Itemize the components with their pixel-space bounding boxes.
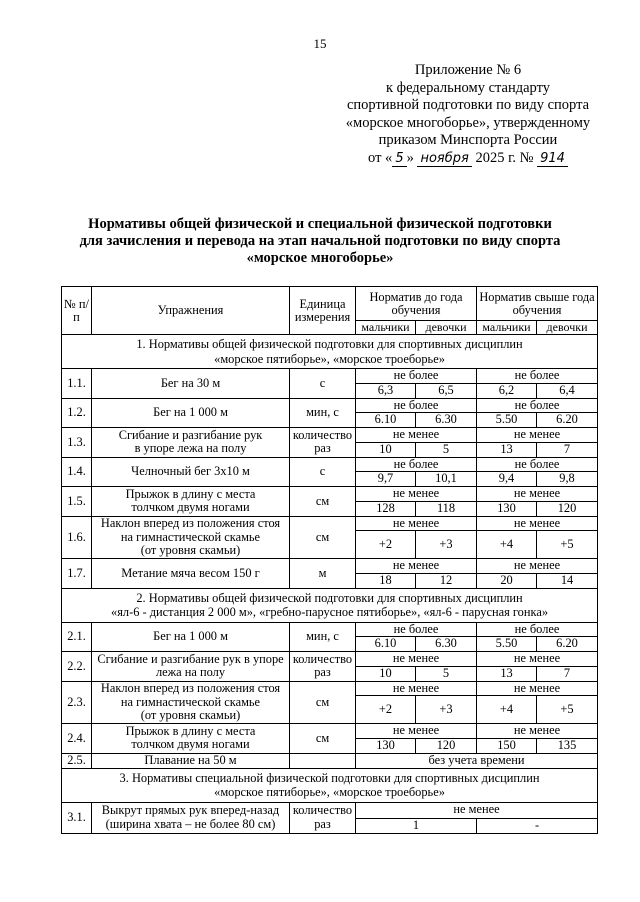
norm-condition: не менее <box>356 428 477 443</box>
norm-value: 120 <box>537 501 598 516</box>
page-number: 15 <box>313 36 327 51</box>
exercise-name <box>92 622 290 652</box>
table-row <box>62 724 598 739</box>
norm-value: 135 <box>537 738 598 753</box>
norm-value: 12 <box>416 573 477 588</box>
row-num: 3.1. <box>62 802 92 833</box>
section-title-line: 2. Нормативы общей физической подготовки для спортивных дисциплин <box>136 590 523 605</box>
norm-condition: не более <box>356 622 477 637</box>
norm-condition: не менее <box>356 724 477 739</box>
cell-line: Метание мяча весом 150 г <box>121 565 260 580</box>
table-row <box>62 398 598 413</box>
norm-value: 120 <box>416 738 477 753</box>
table-row <box>62 335 598 369</box>
cell-line: раз <box>314 441 331 456</box>
handwritten-number: 914 <box>537 152 568 167</box>
norm-condition: не менее <box>356 652 477 667</box>
unit-cell <box>290 369 356 399</box>
norm-value: 18 <box>356 573 416 588</box>
row-num: 2.2. <box>62 652 92 682</box>
norm-value: без учета времени <box>356 753 598 768</box>
cell-line: см <box>315 694 330 709</box>
section-title <box>62 588 598 622</box>
norm-value: 6,2 <box>477 383 537 398</box>
title-line: Нормативы общей физической и специальной физической подготовки <box>88 216 552 232</box>
header-boys: мальчики <box>356 321 416 335</box>
norm-value: +5 <box>537 696 598 724</box>
norm-condition: не менее <box>477 681 598 696</box>
norm-value: 6.20 <box>537 413 598 428</box>
norm-condition: не менее <box>477 487 598 502</box>
row-num: 1.3. <box>62 428 92 458</box>
cell-line: (от уровня скамьи) <box>140 543 241 557</box>
cell-line: толчком двумя ногами <box>131 500 250 515</box>
norm-condition: не менее <box>477 428 598 443</box>
exercise-name <box>92 724 290 754</box>
norm-condition: не менее <box>477 652 598 667</box>
norm-value: +4 <box>477 696 537 724</box>
norm-condition: не более <box>477 622 598 637</box>
exercise-name <box>92 802 290 833</box>
cell-line: (от уровня скамьи) <box>140 708 241 722</box>
norm-value: 6,4 <box>537 383 598 398</box>
table-row <box>62 369 598 384</box>
unit-cell <box>290 681 356 724</box>
norm-condition: не менее <box>356 681 477 696</box>
cell-line: раз <box>314 665 331 680</box>
header-unit: Единица измерения <box>290 287 356 335</box>
norm-value: 10 <box>356 666 416 681</box>
exercise-name <box>92 457 290 487</box>
table-row <box>62 588 598 622</box>
header-norm-over-year: Норматив свыше года обучения <box>477 287 598 321</box>
unit-cell <box>290 802 356 833</box>
table-row <box>62 622 598 637</box>
norm-value: 9,4 <box>477 472 537 487</box>
cell-line: толчком двумя ногами <box>131 737 250 752</box>
date-year: 2025 г. № <box>475 149 534 166</box>
header-num: № п/п <box>62 287 92 335</box>
norm-value: 6,3 <box>356 383 416 398</box>
norms-table <box>61 286 598 834</box>
cell-line: м <box>318 565 327 580</box>
appendix-date-line <box>328 150 608 168</box>
norm-condition: не более <box>477 398 598 413</box>
handwritten-month: ноября <box>417 152 471 167</box>
norm-condition: не менее <box>477 516 598 531</box>
norm-condition: не менее <box>356 559 477 574</box>
norm-condition: не менее <box>356 487 477 502</box>
norm-condition: не более <box>356 369 477 384</box>
header-girls: девочки <box>537 321 598 335</box>
norm-value: 6.10 <box>356 413 416 428</box>
table-row <box>62 428 598 443</box>
norm-value: 150 <box>477 738 537 753</box>
cell-line: на гимнастической скамье <box>120 694 261 709</box>
cell-line: мин, с <box>306 405 339 419</box>
norm-value: 10 <box>356 442 416 457</box>
row-num: 2.1. <box>62 622 92 652</box>
section-title <box>62 768 598 802</box>
norm-condition: не менее <box>356 516 477 531</box>
cell-line: количество <box>292 427 353 442</box>
norm-value: 130 <box>477 501 537 516</box>
norm-value: 6.20 <box>537 637 598 652</box>
norm-value: 5.50 <box>477 413 537 428</box>
table-body <box>62 335 598 834</box>
cell-line: мин, с <box>306 629 339 643</box>
row-num: 1.5. <box>62 487 92 517</box>
norm-condition: не менее <box>477 724 598 739</box>
date-prefix: от « <box>368 149 393 166</box>
title-line: для зачисления и перевода на этап начальной подготовки по виду спорта <box>79 233 561 249</box>
row-num: 1.7. <box>62 559 92 589</box>
norm-value: 20 <box>477 573 537 588</box>
section-title-line: «морское пятиборье», «морское троеборье» <box>214 785 445 799</box>
norm-value: 130 <box>356 738 416 753</box>
exercise-name <box>92 652 290 682</box>
section-title-line: «морское пятиборье», «морское троеборье» <box>214 351 445 366</box>
unit-cell <box>290 457 356 487</box>
row-num: 1.1. <box>62 369 92 399</box>
exercise-name <box>92 369 290 399</box>
table-row <box>62 681 598 696</box>
norm-value: 9,7 <box>356 472 416 487</box>
norm-value: 14 <box>537 573 598 588</box>
row-num: 1.2. <box>62 398 92 428</box>
norm-value: +5 <box>537 531 598 559</box>
row-num: 2.3. <box>62 681 92 724</box>
cell-line: Бег на 1 000 м <box>153 405 228 419</box>
cell-line: лежа на полу <box>155 665 226 680</box>
unit-cell <box>290 753 356 768</box>
cell-line: количество <box>292 803 353 817</box>
cell-line: Челночный бег 3x10 м <box>131 464 250 478</box>
document-title <box>60 216 580 267</box>
unit-cell <box>290 428 356 458</box>
norm-value: 7 <box>537 442 598 457</box>
norm-value: 128 <box>356 501 416 516</box>
cell-line: с <box>319 464 326 478</box>
norm-condition: не менее <box>356 802 598 818</box>
norm-value: 13 <box>477 666 537 681</box>
norm-value: 10,1 <box>416 472 477 487</box>
norm-condition: не более <box>356 457 477 472</box>
table-row <box>62 768 598 802</box>
norm-value: 5 <box>416 666 477 681</box>
appendix-line: «морское многоборье», утвержденному <box>345 114 591 131</box>
cell-line: в упоре лежа на полу <box>134 441 247 456</box>
table-row <box>62 516 598 531</box>
exercise-name <box>92 559 290 589</box>
norm-value: 5.50 <box>477 637 537 652</box>
exercise-name <box>92 516 290 559</box>
table-row <box>62 457 598 472</box>
header-girls: девочки <box>416 321 477 335</box>
table-row <box>62 753 598 768</box>
table-row <box>62 802 598 818</box>
norm-condition: не более <box>477 457 598 472</box>
table-row <box>62 652 598 667</box>
norm-value: 6.10 <box>356 637 416 652</box>
table-row <box>62 559 598 574</box>
norm-value: 5 <box>416 442 477 457</box>
header-boys: мальчики <box>477 321 537 335</box>
appendix-line: к федеральному стандарту <box>386 79 550 96</box>
cell-line: см <box>315 493 330 508</box>
appendix-header <box>328 62 608 167</box>
cell-line: Бег на 30 м <box>160 375 221 390</box>
norm-value: 9,8 <box>537 472 598 487</box>
norm-value: 6.30 <box>416 413 477 428</box>
date-mid: » <box>406 149 414 166</box>
norm-value: 7 <box>537 666 598 681</box>
exercise-name <box>92 487 290 517</box>
cell-line: Сгибание и разгибание рук в упоре <box>97 651 284 666</box>
norm-value: +2 <box>356 531 416 559</box>
cell-line: Прыжок в длину с места <box>125 723 256 738</box>
norm-value: +3 <box>416 696 477 724</box>
cell-line: с <box>319 375 326 390</box>
section-title <box>62 335 598 369</box>
unit-cell <box>290 559 356 589</box>
norm-condition: не более <box>356 398 477 413</box>
cell-line: Сгибание и разгибание рук <box>118 427 263 442</box>
cell-line: раз <box>314 816 331 831</box>
norm-value: 6.30 <box>416 637 477 652</box>
norm-value: +4 <box>477 531 537 559</box>
section-title-line: 3. Нормативы специальной физической подготовки для спортивных дисциплин <box>119 770 540 785</box>
row-num: 2.4. <box>62 724 92 754</box>
unit-cell <box>290 652 356 682</box>
norm-value: +2 <box>356 696 416 724</box>
cell-line: см <box>315 529 330 544</box>
exercise-name <box>92 428 290 458</box>
header-exercises: Упражнения <box>92 287 290 335</box>
norm-value: 6,5 <box>416 383 477 398</box>
cell-line: см <box>315 730 330 745</box>
handwritten-day: 5 <box>392 152 406 167</box>
row-num: 2.5. <box>62 753 92 768</box>
cell-line: количество <box>292 651 353 666</box>
exercise-name <box>92 398 290 428</box>
norm-value: - <box>477 818 598 833</box>
cell-line: Наклон вперед из положения стоя <box>100 681 281 695</box>
table-row <box>62 487 598 502</box>
row-num: 1.6. <box>62 516 92 559</box>
norm-condition: не менее <box>477 559 598 574</box>
section-title-line: 1. Нормативы общей физической подготовки для спортивных дисциплин <box>136 337 523 351</box>
appendix-line: спортивной подготовки по виду спорта <box>346 97 590 113</box>
exercise-name: Плавание на 50 м <box>92 753 290 768</box>
norm-value: 1 <box>356 818 477 833</box>
appendix-line: приказом Минспорта России <box>378 132 558 148</box>
norm-value: +3 <box>416 531 477 559</box>
cell-line: Прыжок в длину с места <box>125 486 256 501</box>
cell-line: (ширина хвата – не более 80 см) <box>105 816 276 831</box>
unit-cell <box>290 487 356 517</box>
unit-cell <box>290 724 356 754</box>
cell-line: на гимнастической скамье <box>120 529 261 544</box>
unit-cell <box>290 398 356 428</box>
cell-line: Выкрут прямых рук вперед-назад <box>101 803 280 817</box>
header-norm-under-year: Норматив до года обучения <box>356 287 477 321</box>
cell-line: Бег на 1 000 м <box>153 629 228 643</box>
unit-cell <box>290 516 356 559</box>
norm-condition: не более <box>477 369 598 384</box>
appendix-title: Приложение № 6 <box>414 62 522 78</box>
unit-cell <box>290 622 356 652</box>
cell-line: Наклон вперед из положения стоя <box>100 516 281 530</box>
norm-value: 13 <box>477 442 537 457</box>
title-line: «морское многоборье» <box>246 250 394 266</box>
norm-value: 118 <box>416 501 477 516</box>
exercise-name <box>92 681 290 724</box>
section-title-line: «ял-6 - дистанция 2 000 м», «гребно-парусное пятиборье», «ял-6 - парусная гонка» <box>111 605 549 619</box>
row-num: 1.4. <box>62 457 92 487</box>
